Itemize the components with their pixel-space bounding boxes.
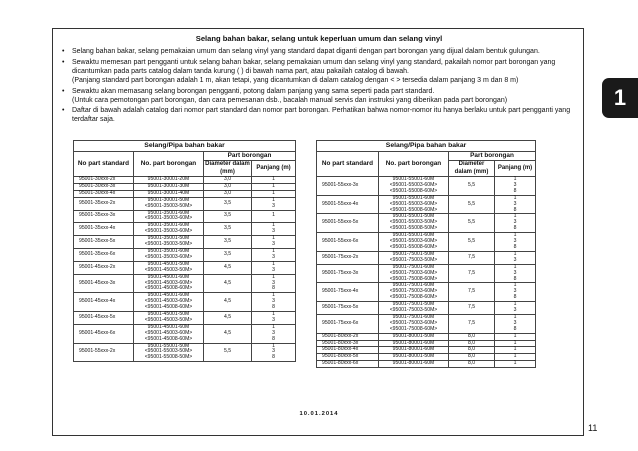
col-header-diameter: Diameter dalam (mm) — [449, 161, 495, 177]
cell-length: 1 3 8 — [252, 343, 296, 362]
cell-part-standard: 95001-80xxx-2x — [317, 333, 379, 340]
cell-part-standard: 95001-75xxx-5x — [317, 302, 379, 315]
right-table-body — [317, 177, 536, 368]
cell-length: 1 3 8 — [252, 293, 296, 312]
cell-part-borongan: 95001-55001-50M <95001-55003-50M> <95001-55008-50M> — [134, 343, 204, 362]
table-row — [317, 314, 536, 333]
col-header-diameter: Diameter dalam (mm) — [205, 161, 250, 175]
col-header-part-group: Part borongan — [449, 152, 536, 161]
cell-part-standard: 95001-80xxx-4x — [317, 347, 379, 354]
col-header-part-standard: No part standard — [317, 152, 379, 177]
col-header-part-group: Part borongan — [204, 152, 296, 161]
cell-part-borongan: 95001-55001-50M <95001-55003-50M> <95001-55008-50M> — [379, 214, 449, 233]
cell-length: 1 3 — [252, 248, 296, 261]
cell-length: 1 3 8 — [495, 264, 536, 283]
cell-length: 1 3 — [252, 312, 296, 325]
cell-part-standard: 95001-75xxx-3x — [317, 264, 379, 283]
table-row — [317, 283, 536, 302]
bullet-list — [62, 47, 574, 126]
cell-diameter: 4,5 — [204, 312, 252, 325]
cell-diameter: 3,5 — [204, 197, 252, 210]
col-header-length: Panjang (m) — [495, 161, 536, 177]
cell-length: 1 3 8 — [495, 314, 536, 333]
cell-diameter: 7,5 — [449, 302, 495, 315]
cell-part-borongan: 95001-80001-50M — [379, 333, 449, 340]
cell-part-borongan: 95001-45001-60M <95001-45003-60M> <95001-45008-60M> — [134, 324, 204, 343]
table-row — [317, 302, 536, 315]
cell-diameter: 8,0 — [449, 340, 495, 347]
right-parts-table — [316, 140, 536, 368]
cell-length: 1 3 8 — [495, 195, 536, 214]
bullet-note: (Panjang standard part borongan adalah 1 m, akan tetapi, yang dicantumkan di dalam catalog dengan < > tersedia dalam panjang 3 m dan 8 m) — [72, 76, 519, 84]
cell-part-borongan: 95001-75001-60M <95001-75003-60M> <95001-75008-60M> — [379, 314, 449, 333]
cell-part-borongan: 95001-35001-60M <95001-35003-60M> — [134, 210, 204, 223]
cell-length: 1 3 — [252, 236, 296, 249]
print-date: 10.01.2014 — [299, 411, 339, 417]
cell-part-standard: 95001-55xxx-2x — [74, 343, 134, 362]
cell-part-standard: 95001-55xxx-3x — [317, 177, 379, 196]
cell-length: 1 — [495, 340, 536, 347]
left-parts-table — [73, 140, 296, 362]
bullet-item: • Daftar di bawah adalah catalog dari nomor part standard dan nomor part borongan. Perhatikan bahwa nomor-nomor itu hanya berlaku untuk part pengganti yang terdaftar saja. — [62, 106, 574, 124]
cell-length: 1 3 8 — [495, 214, 536, 233]
table-row — [317, 214, 536, 233]
col-header-part-standard: No part standard — [74, 152, 134, 177]
cell-diameter: 5,5 — [449, 177, 495, 196]
cell-part-borongan: 95001-45001-60M <95001-45003-60M> <95001-45008-60M> — [134, 293, 204, 312]
table-row — [317, 361, 536, 368]
cell-part-standard: 95001-55xxx-5x — [317, 214, 379, 233]
cell-part-borongan: 95001-45001-60M <95001-45003-60M> <95001-45008-60M> — [134, 274, 204, 293]
cell-diameter: 7,5 — [449, 251, 495, 264]
chapter-tab: 1 — [602, 78, 638, 118]
col-header-length: Panjang (m) — [252, 161, 296, 177]
table-row — [74, 197, 296, 210]
cell-part-standard: 95001-35xxx-6x — [74, 248, 134, 261]
bullet-item — [62, 87, 574, 105]
cell-diameter: 3,0 — [204, 190, 252, 197]
cell-length: 1 — [495, 354, 536, 361]
cell-length: 1 — [252, 210, 296, 223]
cell-part-standard: 95001-30xxx-2x — [74, 177, 134, 184]
cell-part-standard: 95001-45xxx-6x — [74, 324, 134, 343]
bullet-text: Sewaktu memesan part pengganti untuk selang bahan bakar, selang pemakaian umum dan selang vinyl yang standard, pakailah nomor part borongan yang dicantumkan pada parts catalog dalam tanda kurung ( ) di bawah nama part, atau pakailah catalog di bawah. — [72, 58, 556, 75]
cell-part-standard: 95001-30xxx-4x — [74, 190, 134, 197]
cell-diameter: 4,5 — [204, 261, 252, 274]
cell-diameter: 3,5 — [204, 248, 252, 261]
table-row — [74, 236, 296, 249]
bullet-note: (Untuk cara pemotongan part borongan, dan cara pemesanan dsb., bacalah manual servis dan instruksi yang diberikan pada part borongan) — [72, 96, 508, 104]
cell-length: 1 — [252, 183, 296, 190]
table-row — [317, 264, 536, 283]
table-row — [317, 177, 536, 196]
cell-length: 1 — [495, 361, 536, 368]
cell-length: 1 3 — [252, 261, 296, 274]
cell-part-standard: 95001-45xxx-3x — [74, 274, 134, 293]
cell-part-borongan: 95001-55001-60M <95001-55003-60M> <95001-55008-60M> — [379, 195, 449, 214]
cell-diameter: 4,5 — [204, 274, 252, 293]
cell-part-standard: 95001-55xxx-6x — [317, 233, 379, 252]
table-row — [317, 195, 536, 214]
cell-part-standard: 95001-35xxx-2x — [74, 197, 134, 210]
cell-diameter: 5,5 — [204, 343, 252, 362]
cell-length: 1 — [495, 333, 536, 340]
cell-part-borongan: 95001-80001-60M — [379, 347, 449, 354]
table-row — [74, 324, 296, 343]
cell-length: 1 — [252, 177, 296, 184]
cell-part-borongan: 95001-30001-20M — [134, 177, 204, 184]
cell-diameter: 8,0 — [449, 354, 495, 361]
cell-part-borongan: 95001-80001-50M — [379, 354, 449, 361]
cell-part-borongan: 95001-35001-50M <95001-35003-50M> — [134, 236, 204, 249]
bullet-text: Sewaktu akan memasang selang borongan pengganti, potong dalam panjang yang sama seperti pada part standard. — [72, 87, 435, 95]
cell-diameter: 3,0 — [204, 183, 252, 190]
bullet-item — [62, 58, 574, 85]
cell-part-standard: 95001-45xxx-2x — [74, 261, 134, 274]
cell-diameter: 3,0 — [204, 177, 252, 184]
cell-diameter: 5,5 — [449, 195, 495, 214]
cell-part-borongan: 95001-75001-60M <95001-75003-60M> <95001-75008-60M> — [379, 283, 449, 302]
cell-part-borongan: 95001-75001-60M <95001-75003-60M> <95001-75008-60M> — [379, 264, 449, 283]
table-group-title: Selang/Pipa bahan bakar — [317, 141, 536, 152]
table-row — [74, 312, 296, 325]
cell-part-borongan: 95001-30001-40M — [134, 190, 204, 197]
cell-part-standard: 95001-55xxx-4x — [317, 195, 379, 214]
cell-part-standard: 95001-35xxx-5x — [74, 236, 134, 249]
cell-part-standard: 95001-30xxx-3x — [74, 183, 134, 190]
bullet-item: • Selang bahan bakar, selang pemakaian umum dan selang vinyl yang standard dapat diganti dengan part borongan yang dijual dalam bentuk gulungan. — [62, 47, 574, 56]
cell-part-standard: 95001-45xxx-4x — [74, 293, 134, 312]
table-row — [74, 261, 296, 274]
cell-part-borongan: 95001-75001-50M <95001-75003-50M> — [379, 251, 449, 264]
table-row — [317, 251, 536, 264]
cell-part-borongan: 95001-75001-50M <95001-75003-50M> — [379, 302, 449, 315]
table-row — [317, 233, 536, 252]
cell-part-borongan: 95001-55001-60M <95001-55003-60M> <95001-55008-60M> — [379, 177, 449, 196]
cell-diameter: 7,5 — [449, 283, 495, 302]
cell-part-borongan: 95001-45001-50M <95001-45003-50M> — [134, 312, 204, 325]
cell-part-borongan: 95001-80001-60M — [379, 340, 449, 347]
cell-part-standard: 95001-80xxx-3x — [317, 340, 379, 347]
cell-diameter: 4,5 — [204, 324, 252, 343]
col-header-part-borongan: No. part borongan — [379, 152, 449, 177]
table-row — [74, 210, 296, 223]
cell-length: 1 — [495, 347, 536, 354]
cell-diameter: 3,5 — [204, 236, 252, 249]
cell-diameter: 5,5 — [449, 233, 495, 252]
cell-length: 1 3 — [252, 223, 296, 236]
page-title: Selang bahan bakar, selang untuk keperluan umum dan selang vinyl — [195, 34, 443, 43]
cell-part-borongan: 95001-35001-60M <95001-35003-60M> — [134, 248, 204, 261]
cell-length: 1 3 8 — [495, 233, 536, 252]
cell-length: 1 3 8 — [252, 324, 296, 343]
table-row — [74, 223, 296, 236]
cell-diameter: 8,0 — [449, 361, 495, 368]
col-header-part-borongan: No. part borongan — [134, 152, 204, 177]
cell-diameter: 7,5 — [449, 314, 495, 333]
cell-length: 1 3 — [252, 197, 296, 210]
table-row — [74, 343, 296, 362]
page-number: 11 — [588, 423, 598, 433]
table-group-title: Selang/Pipa bahan bakar — [74, 141, 296, 152]
cell-part-borongan: 95001-30001-30M — [134, 183, 204, 190]
cell-length: 1 3 8 — [495, 177, 536, 196]
cell-diameter: 3,5 — [204, 223, 252, 236]
left-table-body — [74, 177, 296, 362]
cell-part-standard: 95001-75xxx-2x — [317, 251, 379, 264]
cell-part-borongan: 95001-45001-50M <95001-45003-50M> — [134, 261, 204, 274]
table-row — [74, 293, 296, 312]
cell-part-standard: 95001-45xxx-5x — [74, 312, 134, 325]
cell-diameter: 4,5 — [204, 293, 252, 312]
cell-length: 1 3 — [495, 302, 536, 315]
cell-part-borongan: 95001-80001-60M — [379, 361, 449, 368]
cell-part-standard: 95001-75xxx-4x — [317, 283, 379, 302]
cell-diameter: 7,5 — [449, 264, 495, 283]
cell-part-borongan: 95001-55001-60M <95001-55003-60M> <95001-55008-60M> — [379, 233, 449, 252]
cell-diameter: 8,0 — [449, 333, 495, 340]
table-row — [74, 274, 296, 293]
cell-diameter: 5,5 — [449, 214, 495, 233]
cell-part-standard: 95001-35xxx-3x — [74, 210, 134, 223]
cell-part-standard: 95001-80xxx-5x — [317, 354, 379, 361]
cell-diameter: 3,5 — [204, 210, 252, 223]
cell-length: 1 — [252, 190, 296, 197]
cell-length: 1 3 — [495, 251, 536, 264]
cell-part-borongan: 95001-30001-50M <95001-35003-50M> — [134, 197, 204, 210]
cell-part-standard: 95001-80xxx-6x — [317, 361, 379, 368]
cell-part-borongan: 95001-35001-60M <95001-35003-60M> — [134, 223, 204, 236]
page-frame — [52, 28, 584, 436]
cell-part-standard: 95001-35xxx-4x — [74, 223, 134, 236]
cell-length: 1 3 8 — [252, 274, 296, 293]
cell-length: 1 3 8 — [495, 283, 536, 302]
table-row — [74, 248, 296, 261]
cell-diameter: 8,0 — [449, 347, 495, 354]
cell-part-standard: 95001-75xxx-6x — [317, 314, 379, 333]
